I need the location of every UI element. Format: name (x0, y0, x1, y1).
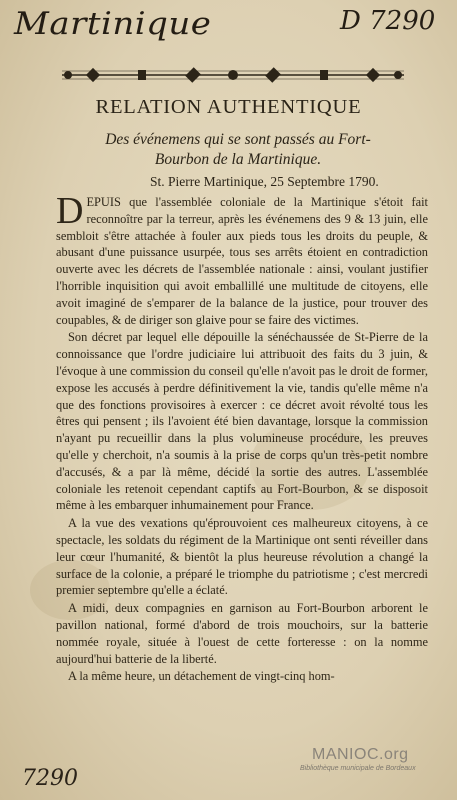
dateline: St. Pierre Martinique, 25 Septembre 1790. (150, 174, 379, 189)
paragraph: A la même heure, un détachement de vingt-cinq hom- (68, 669, 335, 684)
call-number-annotation: D 7290 (340, 6, 436, 36)
paragraph-text: EPUIS que l'assemblée coloniale de la Martinique s'étoit fait reconnoître par la terreur, après les événemens des 9 & 13 juin, elle sembloit s'être attachée à fouler aux pieds tous les droits du peuple, & abusant d'une puissance usurpée, tous ses arrêts étoient en contradiction ouverte avec les décrets de l'assemblée nationale : ainsi, voulant justifier l'horrible inquisition qui avoit emballillé une multitude de citoyens, elle avoit imaginé de s'emparer de la balance de la justice, pour trouver des coupables, & de diriger son glaive pour se faire des victimes. (56, 195, 428, 327)
body-text (56, 190, 428, 686)
handwritten-annotation: Martinique (14, 6, 212, 42)
subtitle-line: Des événemens qui se sont passés au Fort- (105, 131, 371, 148)
paragraph (56, 190, 428, 328)
watermark-logo: MANIOC.org (312, 746, 409, 763)
subtitle-line: Bourbon de la Martinique. (154, 151, 322, 168)
paragraph: A la vue des vexations qu'éprouvoient ces malheureux citoyens, à ce spectacle, les soldats du régiment de la Martinique ont senti réveiller dans leur cœur l'humanité, & bientôt la plus heureuse révolution a changé la surface de la colonie, a préparé le triomphe du patriotisme ; c'est mercredi premier septembre qu'elle a éclaté. (56, 516, 428, 598)
watermark-credit: Bibliothèque municipale de Bordeaux (300, 765, 416, 772)
document-title: RELATION AUTHENTIQUE (95, 96, 362, 118)
paragraph: Son décret par lequel elle dépouille la sénéchaussée de St-Pierre de la connoissance que l'ordre judiciaire lui attribuoit des faits du 3 juin, & l'évoque à une commission du conseil qu'elle n'avoit pas le droit de former, expose les accusés à perdre définitivement la vie, tandis qu'elle même n'a que des fonctions provisoires à exercer : ce décret avoit révolté tous les êtres qui pensent ; ils l'avoient été bien davantage, lorsque la commission n'ayant pu recueillir dans la plus volumineuse procédure, les preuves qu'elle y cherchoit, n'a soumis à la prise de corps qu'un très-petit nombre d'accusés, & a par là même, décidé la sortie des autres. L'assemblée coloniale les retenoit cependant captifs au Fort-Bourbon, & se disposoit même à les embarquer inhumainement pour France. (56, 330, 428, 513)
document-subtitle (48, 130, 428, 170)
drop-cap: D (56, 190, 84, 232)
paragraph: A midi, deux compagnies en garnison au Fort-Bourbon arborent le pavillon national, formé d'abord de trois mouchoirs, sur la batterie nommée royale, située à l'ouest de cette forteresse : on la nomme aujourd'hui batterie de la liberté. (56, 601, 428, 666)
handwritten-number: 7290 (22, 766, 78, 791)
decorative-ornament (58, 66, 408, 84)
